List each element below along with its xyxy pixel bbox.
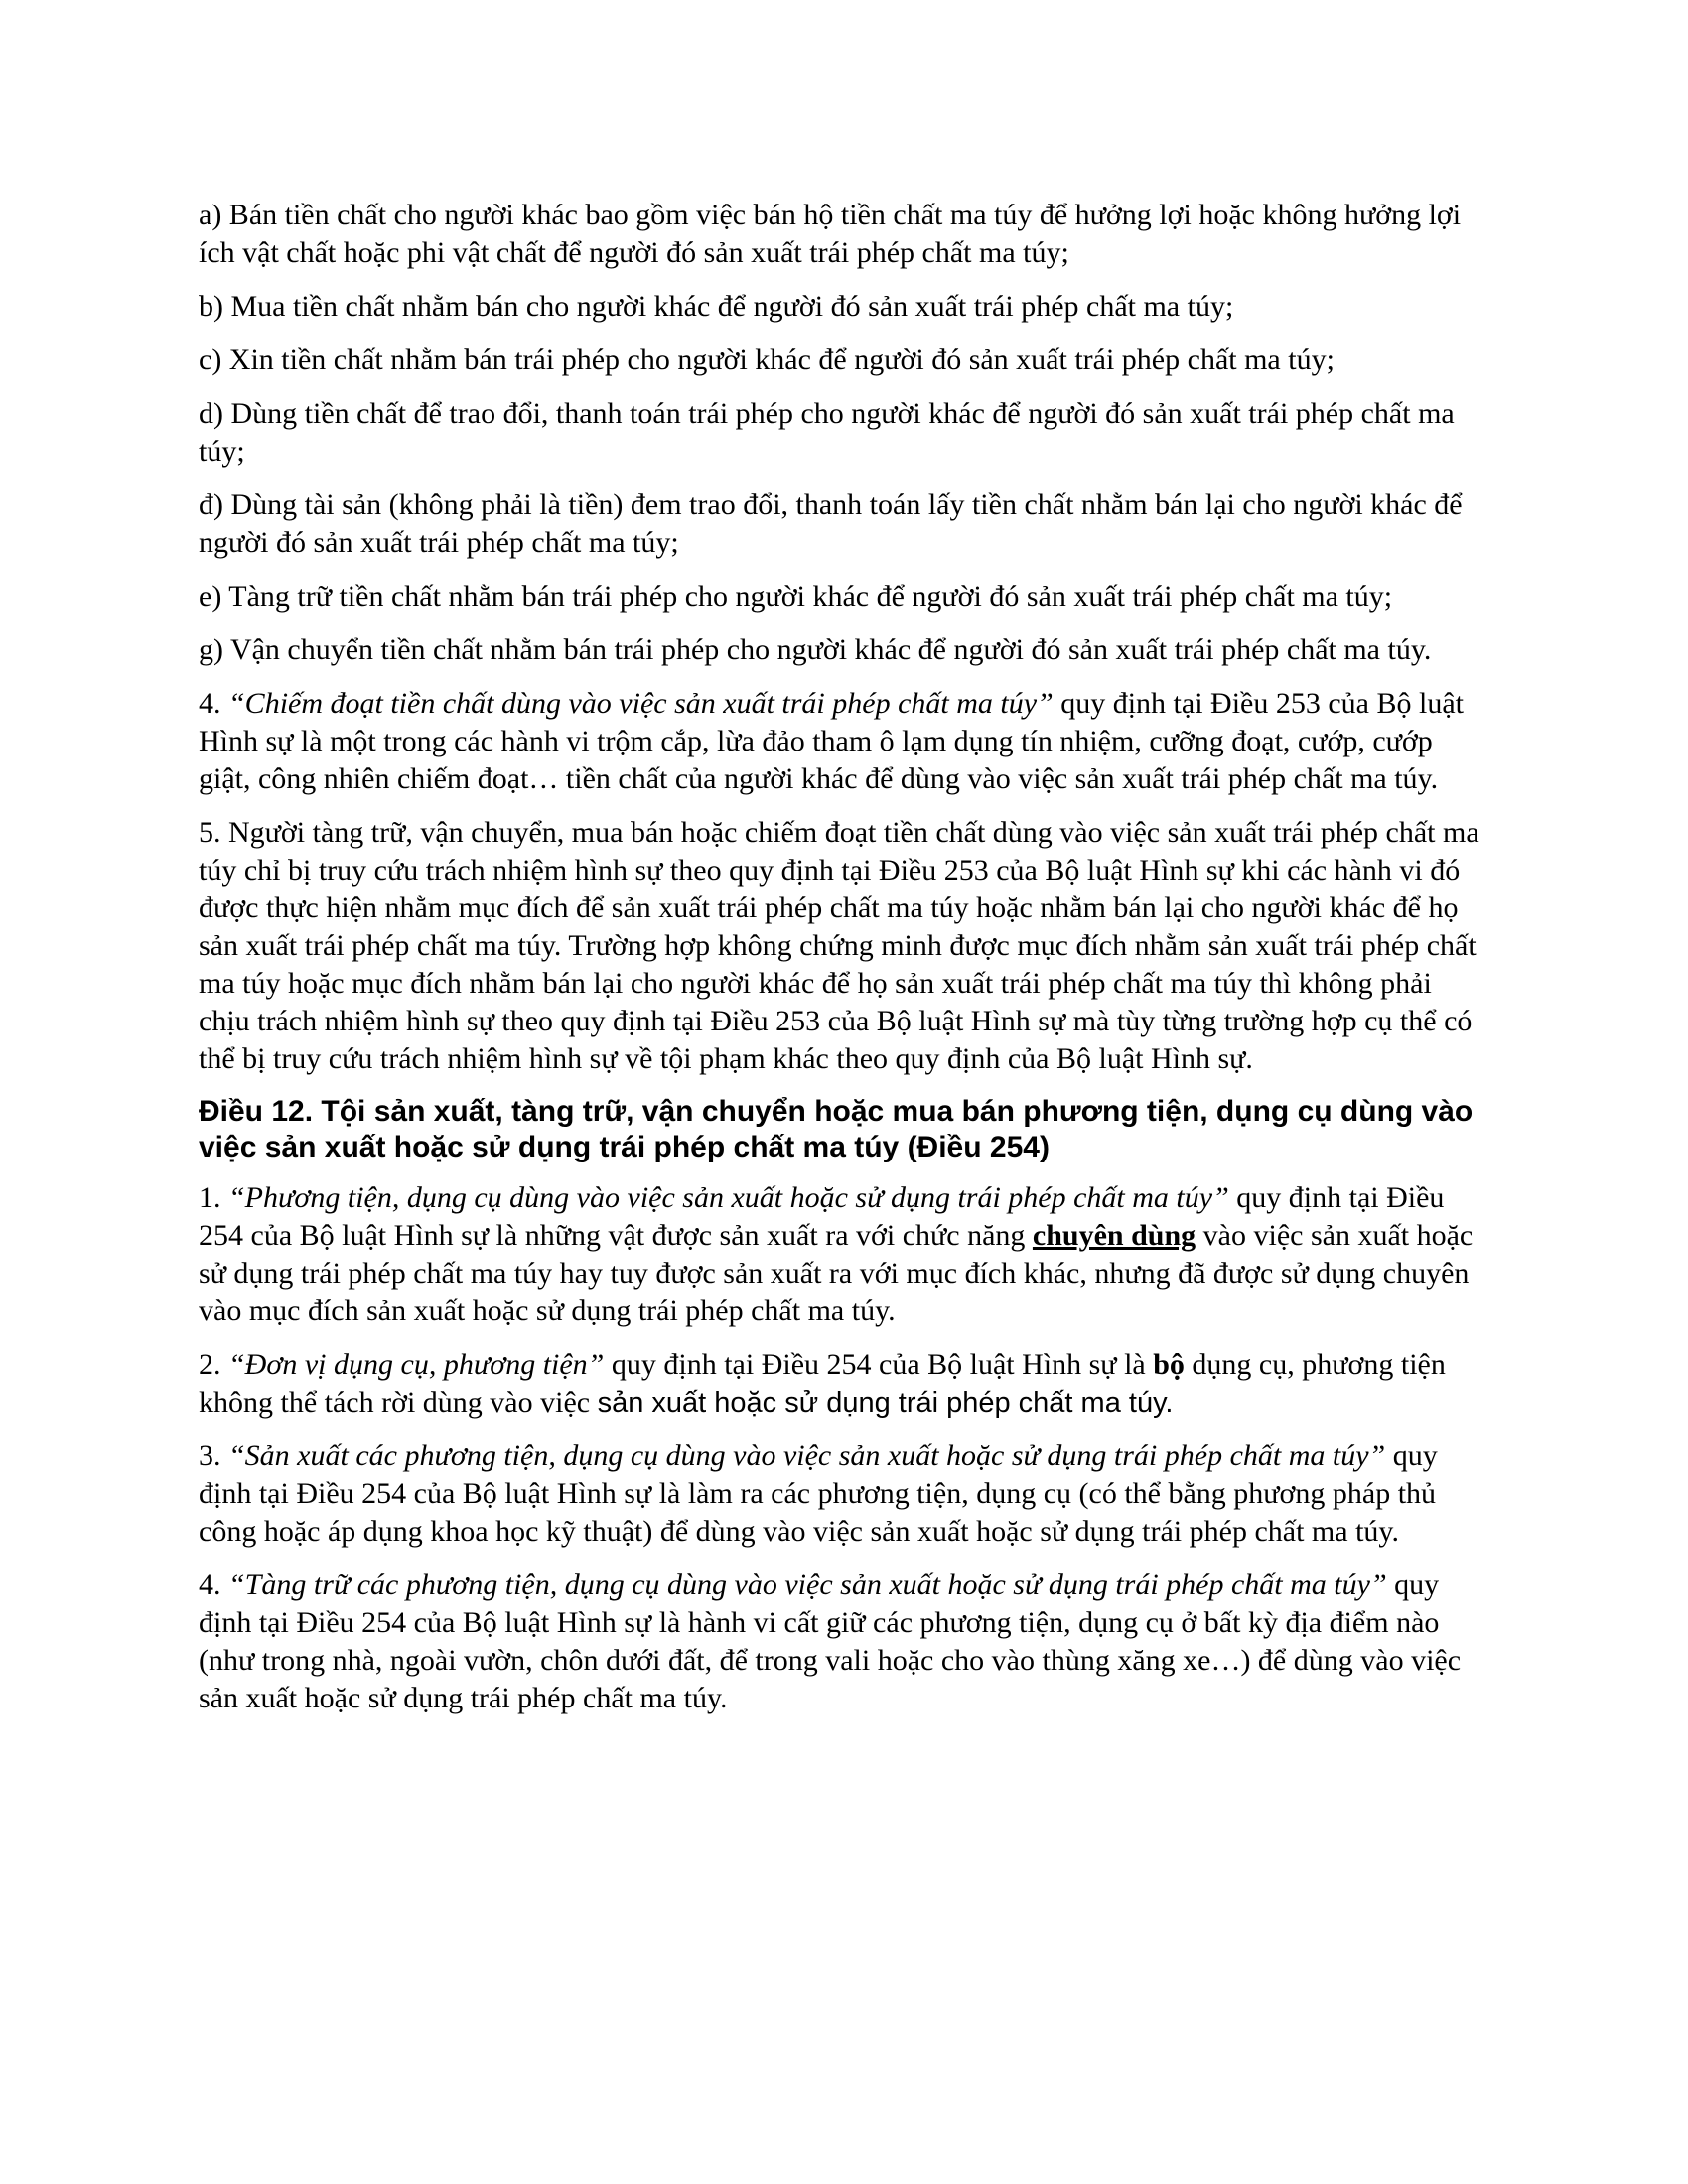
paragraph-text: vào việc sản xuất hoặc sử dụng trái phép chất ma túy hay tuy được sản xuất ra với mục đích khác, nhưng đã được sử dụng chuyên vào mục đích sản xuất hoặc sử dụng trái phép chất ma túy.	[199, 1219, 1474, 1327]
paragraph-5: 5. Người tàng trữ, vận chuyển, mua bán hoặc chiếm đoạt tiền chất dùng vào việc sản xuất trái phép chất ma túy chỉ bị truy cứu trách nhiệm hình sự theo quy định tại Điều 253 của Bộ luật Hình sự khi các hành vi đó được thực hiện nhằm mục đích để sản xuất trái phép chất ma túy hoặc nhằm bán lại cho người khác để họ sản xuất trái phép chất ma túy. Trường hợp không chứng minh được mục đích nhằm sản xuất trái phép chất ma túy hoặc mục đích nhằm bán lại cho người khác để họ sản xuất trái phép chất ma túy thì không phải chịu trách nhiệm hình sự theo quy định tại Điều 253 của Bộ luật Hình sự mà tùy từng trường hợp cụ thể có thể bị truy cứu trách nhiệm hình sự về tội phạm khác theo quy định của Bộ luật Hình sự.	[199, 816, 1479, 1075]
item-c: c) Xin tiền chất nhằm bán trái phép cho người khác để người đó sản xuất trái phép chất ma túy;	[199, 343, 1335, 376]
document-body	[199, 197, 1489, 1733]
paragraph-number: 4.	[199, 1569, 228, 1601]
paragraph-text: quy định tại Điều 254 của Bộ luật Hình sự là hành vi cất giữ các phương tiện, dụng cụ ở bất kỳ địa điểm nào (như trong nhà, ngoài vườn, chôn dưới đất, để trong vali hoặc cho vào thùng xăng xe…) để dùng vào việc sản xuất hoặc sử dụng trái phép chất ma túy.	[199, 1569, 1462, 1714]
paragraph-number: 2.	[199, 1348, 228, 1381]
definition-term: “Đơn vị dụng cụ, phương tiện”	[228, 1348, 605, 1381]
item-b: b) Mua tiền chất nhằm bán cho người khác để người đó sản xuất trái phép chất ma túy;	[199, 290, 1234, 323]
article-12-paragraph-3	[199, 1437, 1489, 1551]
item-dd: đ) Dùng tài sản (không phải là tiền) đem trao đổi, thanh toán lấy tiền chất nhằm bán lại cho người khác để người đó sản xuất trái phép chất ma túy;	[199, 488, 1463, 559]
article-12-paragraph-1	[199, 1179, 1489, 1330]
item-e: e) Tàng trữ tiền chất nhằm bán trái phép cho người khác để người đó sản xuất trái phép chất ma túy;	[199, 580, 1393, 613]
paragraph-4	[199, 685, 1489, 798]
article-12-paragraph-4	[199, 1567, 1489, 1717]
paragraph-number: 1.	[199, 1181, 228, 1214]
paragraph-number: 3.	[199, 1439, 228, 1472]
item-d: d) Dùng tiền chất để trao đổi, thanh toán trái phép cho người khác để người đó sản xuất trái phép chất ma túy;	[199, 397, 1455, 468]
item-g: g) Vận chuyển tiền chất nhằm bán trái phép cho người khác để người đó sản xuất trái phép chất ma túy.	[199, 633, 1432, 666]
definition-term: “Tàng trữ các phương tiện, dụng cụ dùng vào việc sản xuất hoặc sử dụng trái phép chất ma túy”	[228, 1569, 1387, 1601]
emphasis-text: chuyên dùng	[1032, 1219, 1196, 1252]
definition-term: “Phương tiện, dụng cụ dùng vào việc sản xuất hoặc sử dụng trái phép chất ma túy”	[228, 1181, 1229, 1214]
paragraph-4-text: quy định tại Điều 253 của Bộ luật Hình sự là một trong các hành vi trộm cắp, lừa đảo tham ô lạm dụng tín nhiệm, cưỡng đoạt, cướp, cướp giật, công nhiên chiếm đoạt… tiền chất của người khác để dùng vào việc sản xuất trái phép chất ma túy.	[199, 687, 1464, 795]
item-a: a) Bán tiền chất cho người khác bao gồm việc bán hộ tiền chất ma túy để hưởng lợi hoặc không hưởng lợi ích vật chất hoặc phi vật chất để người đó sản xuất trái phép chất ma túy;	[199, 199, 1462, 269]
paragraph-text: dụng cụ, phương tiện không thể tách rời dùng vào việc	[199, 1348, 1446, 1419]
paragraph-4-term: “Chiếm đoạt tiền chất dùng vào việc sản xuất trái phép chất ma túy”	[228, 687, 1054, 720]
paragraph-text: quy định tại Điều 254 của Bộ luật Hình sự là làm ra các phương tiện, dụng cụ (có thể bằng phương pháp thủ công hoặc áp dụng khoa học kỹ thuật) để dùng vào việc sản xuất hoặc sử dụng trái phép chất ma túy.	[199, 1439, 1438, 1548]
article-12-heading: Điều 12. Tội sản xuất, tàng trữ, vận chuyển hoặc mua bán phương tiện, dụng cụ dùng vào việc sản xuất hoặc sử dụng trái phép chất ma túy (Điều 254)	[199, 1095, 1474, 1163]
paragraph-text-tail: sản xuất hoặc sử dụng trái phép chất ma túy.	[597, 1387, 1174, 1419]
article-12-paragraph-2	[199, 1346, 1489, 1422]
emphasis-text: bộ	[1153, 1348, 1185, 1381]
definition-term: “Sản xuất các phương tiện, dụng cụ dùng vào việc sản xuất hoặc sử dụng trái phép chất ma túy”	[228, 1439, 1386, 1472]
paragraph-4-number: 4.	[199, 687, 228, 720]
paragraph-text: quy định tại Điều 254 của Bộ luật Hình sự là những vật được sản xuất ra với chức năng	[199, 1181, 1445, 1252]
paragraph-text: quy định tại Điều 254 của Bộ luật Hình sự là	[604, 1348, 1154, 1381]
